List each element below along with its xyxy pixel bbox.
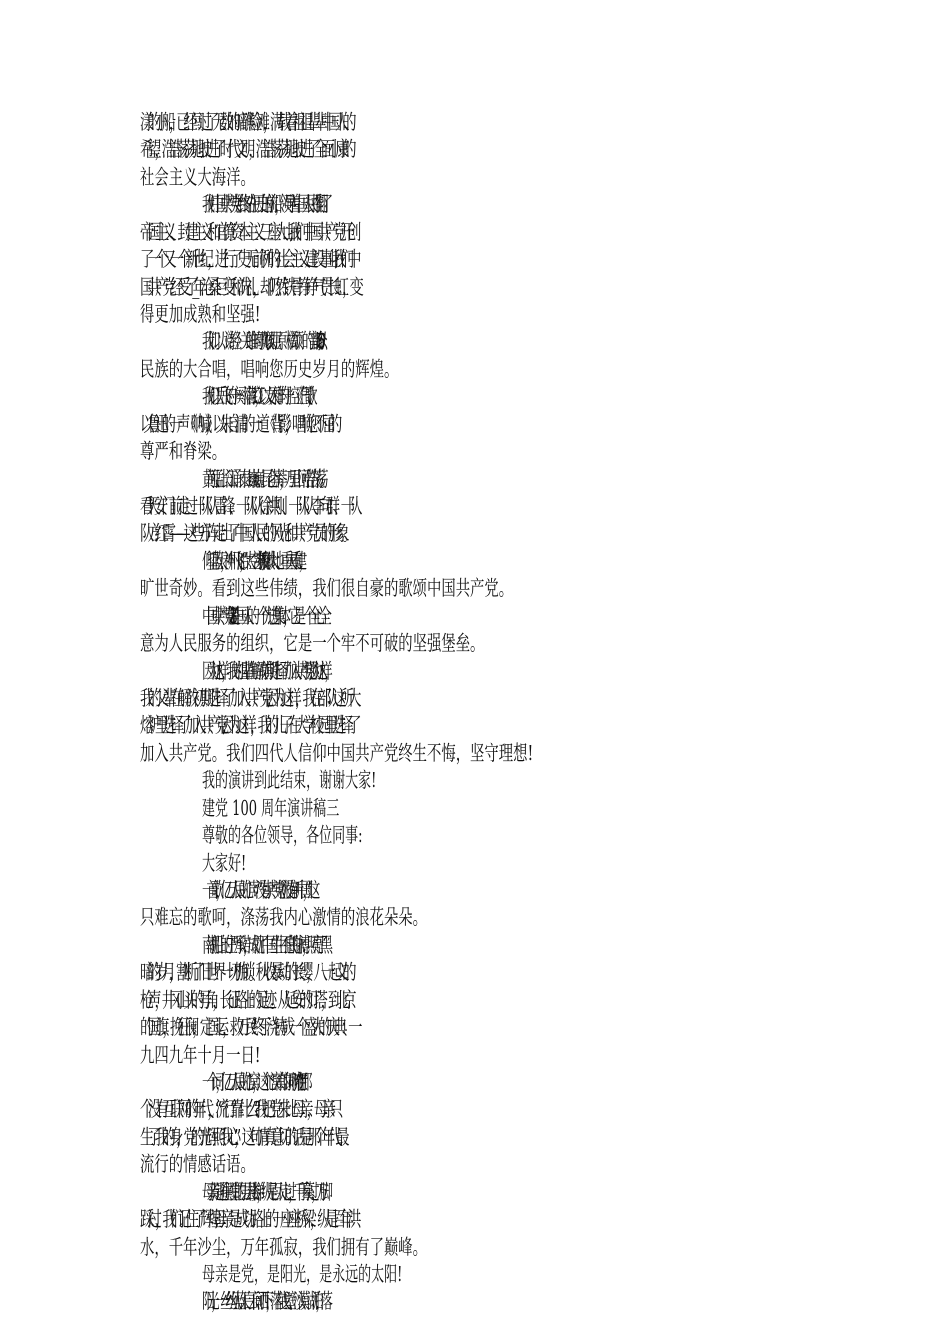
text-line: 阳光，一丝丝从蓝天白云间洒下，落在戈壁、沙漠、湖泊，落 [202,1289,325,1314]
text-line: 母亲是党，是阳光，是永远的太阳! [202,1262,403,1287]
text-line: 社会主义大海洋。 [140,164,255,189]
text-line: 黄河猛、长江涌、泰山巍巍、昆仑莽莽，万里山河浩浩荡荡。 [202,466,325,491]
text-line: 流行的情感话语。 [140,1152,255,1177]
text-line: 看!天安门前走过一队队雷锋、一队队徐洪刚、一队队李向群、一队 [140,494,356,519]
text-line: 得更加成熟和坚强! [140,302,261,326]
text-line: 一个词，亿万人民的心窝，这个心窝窝的词叫“流行”!在那 [202,1070,305,1095]
text-line: 民族的大合唱，唱响您历史岁月的辉煌。 [140,356,399,381]
text-line: 九四九年十月一日! [140,1042,261,1067]
text-line: 我们中国共产党始终站在历史的前沿，领导着中国人民推翻了 [202,192,325,217]
text-line: 漾的小船，已经闯过了无数的暗礁险滩，满载着祖祖辈辈中国人的 [140,110,350,134]
text-line: 帝国主义、封建主义和官僚资本主义三座大山;我们中国共产党开创 [140,219,355,244]
text-line: 旷世奇妙。看到这些伟绩，我们很自豪的歌颂中国共产党。 [140,576,514,601]
text-line: 暗的岁月，割断了旧世界一切枷锁。秋收暴动的长缨，八一起义的 [140,960,350,985]
text-line: 水，千年沙尘，万年孤寂，我们拥有了巅峰。 [140,1234,427,1259]
text-line: 踩过，我们记住了辉煌;母亲是成功路上的一座座桥梁，纵是百年洪 [140,1207,355,1232]
text-line: 我们以岳飞的一阕《满江红》，以文天祥的一腔《正气歌》， [202,384,312,409]
text-line: 因为这样，我的祖辈在解放前期选择了加入共产党;因为这样， [202,658,330,683]
text-line: 了一个又一个新世纪，进行了史无前例的社会主义建设事业;我们中 [140,247,355,272]
text-line: 一首歌，亿万人民的心声：“没有共产党就没有新中国”，这 [202,878,312,903]
text-line: 大家好! [202,850,247,875]
text-line: 生了我的身，党的光辉照我心”，这句情真意切的话是那个年代最 [140,1124,343,1149]
text-line: 个没有互联网的年代，“流行”靠什么?“我把党来比母亲，母亲只 [140,1097,337,1122]
text-line: 尊敬的各位领导，各位同事: [202,823,363,848]
text-line: 南湖船上的庄严承诺，成就了中国生生不息的脉搏，照亮了黑 [202,932,325,957]
text-line: 只难忘的歌呵，涤荡我内心激情的浪花朵朵。 [140,905,427,930]
text-line: 建党 100 周年演讲稿三 [202,795,340,820]
text-line: 尊严和脊梁。 [140,439,227,464]
text-line: 希望，浩浩荡荡地驶进了时代文明，浩浩荡荡地驶进了全面小康的 [140,137,350,162]
text-line: 意为人民服务的组织，它是一个牢不可破的坚强堡垒。 [140,631,485,656]
text-line: 我的父辈在解放初期选择了加入共产党;因为这样，我在部队这所大 [140,686,355,711]
text-line: 加入共产党。我们四代人信仰中国共产党终生不悔，坚守理想! [140,740,534,765]
text-line: 仰望蓝天，“神州飞船”，太空穿梭;俯瞰大地、重灾重建， [202,548,304,573]
text-line: 我们以《诗经》关雎的歌喉;以屈原《橘颂》的音韵;以 56 个 [202,329,321,354]
text-line: 我的演讲到此结束，谢谢大家! [202,768,377,793]
text-line: 国共产党经受了_年沧桑巨变和洗礼，却仍然铁骨铮铮气贯长虹，变 [140,274,357,299]
text-line: 母亲是通往殿堂的层层楼梯，纵是百人走过，千手摹过，万脚 [202,1179,325,1204]
text-line: 熔炉里选择了加入共产党;因为这样，我的儿子在大学校园里选择了 [140,713,355,738]
text-line: 的国旗，挽狂澜，定国运，救万民!终于浇铸成一个盛大的庆典：一 [140,1015,356,1040]
text-line: 以鲁迅的一声《呐喊》，以朱自清的一道《背影》，唱响您不屈的 [140,411,336,436]
text-line: 队方红霄——这些方阵走出了中国人民的风光和共产党员的形象。 [140,521,350,546]
text-line: 枪声，井冈山头的号角，长征路上的足迹。从延安的灯塔，到北京 [140,987,350,1012]
text-line: 中国共产党是 13 亿中国人的一个先进集体，它是一个全心全 [202,603,325,628]
